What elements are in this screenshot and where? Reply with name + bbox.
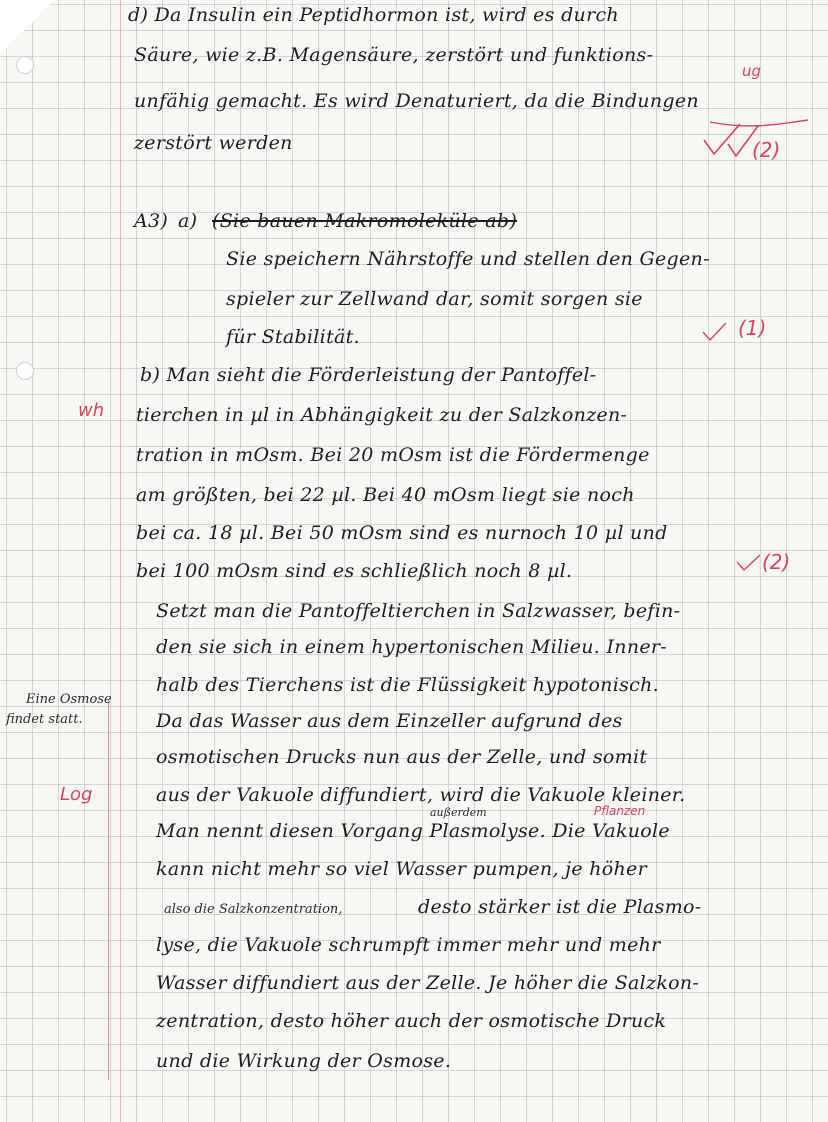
task-a3-label: A3): [134, 210, 169, 232]
answer-b-line-17: Wasser diffundiert aus der Zelle. Je höher die Salzkon-: [156, 972, 700, 994]
answer-b-line-13: Man nennt diesen Vorgang Plasmolyse. Die Vakuole: [156, 820, 670, 842]
answer-b-line-16: lyse, die Vakuole schrumpft immer mehr und mehr: [156, 934, 661, 956]
answer-b-line-3: tration in mOsm. Bei 20 mOsm ist die Fördermenge: [136, 444, 650, 466]
insertion-pflanzen: Pflanzen: [594, 804, 646, 818]
score-a: (1): [738, 316, 767, 340]
answer-b-line-1: b) Man sieht die Förderleistung der Pantoffel-: [140, 364, 597, 386]
punch-hole: [16, 56, 34, 74]
answer-d-line-1: d) Da Insulin ein Peptidhormon ist, wird es durch: [128, 4, 619, 26]
punch-hole: [16, 362, 34, 380]
answer-b-line-18: zentration, desto höher auch der osmotische Druck: [156, 1010, 667, 1032]
struck-answer: (Sie bauen Makromoleküle ab): [212, 210, 518, 232]
answer-d-line-4: zerstört werden: [134, 132, 293, 154]
score-d: (2): [752, 138, 781, 162]
answer-a-line-2: spieler zur Zellwand dar, somit sorgen sie: [226, 288, 643, 310]
answer-b-line-9: halb des Tierchens ist die Flüssigkeit hypotonisch.: [156, 674, 659, 696]
answer-a-line-1: Sie speichern Nährstoffe und stellen den Gegen-: [226, 248, 710, 270]
correction-margin-line: [108, 700, 109, 1080]
teacher-mark-wh: wh: [78, 400, 105, 421]
answer-b-line-6: bei 100 mOsm sind es schließlich noch 8 µl.: [136, 560, 573, 582]
teacher-mark-log: Log: [60, 784, 93, 805]
answer-b-small-note: also die Salzkonzentration,: [164, 902, 343, 917]
answer-b-line-4: am größten, bei 22 µl. Bei 40 mOsm liegt sie noch: [136, 484, 635, 506]
check-mark-icon: [734, 552, 764, 574]
insertion-ausserdem: außerdem: [430, 806, 487, 819]
answer-b-line-2: tierchen in µl in Abhängigkeit zu der Salzkonzen-: [136, 404, 628, 426]
margin-note-line-2: findet statt.: [6, 712, 83, 727]
answer-d-line-3: unfähig gemacht. Es wird Denaturiert, da die Bindungen: [134, 90, 699, 112]
answer-b-line-7: Setzt man die Pantoffeltierchen in Salzwasser, befin-: [156, 600, 681, 622]
part-a-label: a): [178, 210, 198, 232]
answer-b-line-10: Da das Wasser aus dem Einzeller aufgrund des: [156, 710, 623, 732]
answer-b-line-5: bei ca. 18 µl. Bei 50 mOsm sind es nurnoch 10 µl und: [136, 522, 668, 544]
answer-b-line-19: und die Wirkung der Osmose.: [156, 1050, 452, 1072]
margin-note-line-1: Eine Osmose: [26, 692, 112, 707]
answer-b-line-15: desto stärker ist die Plasmo-: [418, 896, 702, 918]
answer-b-line-12: aus der Vakuole diffundiert, wird die Vakuole kleiner.: [156, 784, 686, 806]
answer-b-line-14: kann nicht mehr so viel Wasser pumpen, je höher: [156, 858, 647, 880]
margin-line: [120, 0, 121, 1122]
teacher-mark-ug: ug: [742, 62, 762, 80]
answer-d-line-2: Säure, wie z.B. Magensäure, zerstört und funktions-: [134, 44, 654, 66]
answer-b-line-11: osmotischen Drucks nun aus der Zelle, und somit: [156, 746, 648, 768]
check-mark-icon: [700, 320, 730, 344]
answer-b-line-8: den sie sich in einem hypertonischen Milieu. Inner-: [156, 636, 668, 658]
answer-a-line-3: für Stabilität.: [226, 326, 360, 348]
page-fold-corner: [0, 0, 60, 60]
score-b: (2): [762, 550, 791, 574]
